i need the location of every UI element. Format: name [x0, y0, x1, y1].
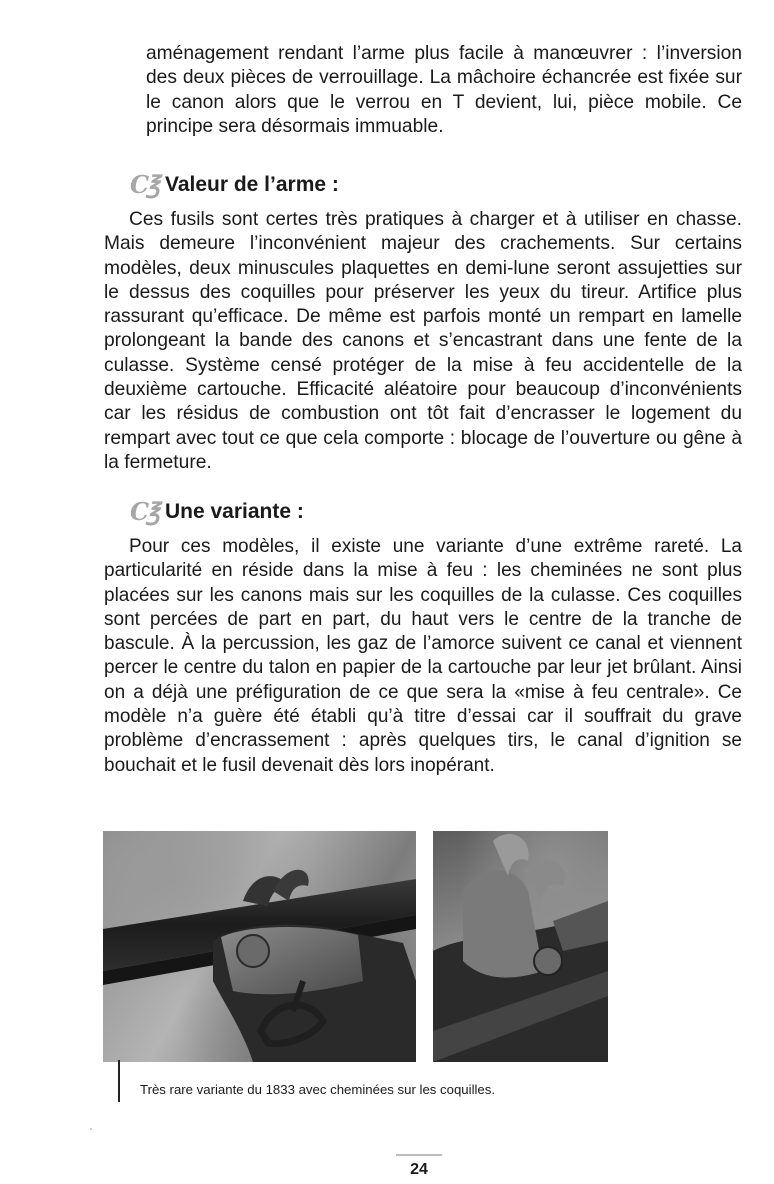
- shotgun-hammers-closeup-image: [433, 831, 608, 1062]
- shotgun-side-view-image: [103, 831, 416, 1062]
- section-heading-variante: [130, 499, 304, 525]
- variante-paragraph: Pour ces modèles, il existe une variante d’une extrême rareté. La particularité en réside dans la mise à feu : les cheminées ne sont plus placées sur les canons mais sur les coquilles de la culasse. Ces coquilles sont percées de part en part, du haut vers le centre de la tranche de bascule. À la percussion, les gaz de l’amorce suivent ce canal et viennent percer le centre du talon en papier de la cartouche par leur jet brûlant. Ainsi on a déjà une préfiguration de ce que sera la «mise à feu centrale». Ce modèle n’a guère été établi qu’à titre d’essai car il souffrait du grave problème d’encrassement : après quelques tirs, le canal d’ignition se bouchait et le fusil devenait dès lors inopérant.: [104, 536, 742, 776]
- page-number: 24: [410, 1161, 428, 1178]
- heading-ornament-icon: C℥: [130, 497, 157, 526]
- intro-paragraph: aménagement rendant l’arme plus facile à manœuvrer : l’inversion des deux pièces de verrouillage. La mâchoire échancrée est fixée sur le canon alors que le verrou en T devient, lui, pièce mobile. Ce principe sera désormais immuable.: [146, 43, 742, 137]
- footer-rule: [396, 1154, 442, 1156]
- figure-caption: Très rare variante du 1833 avec cheminées sur les coquilles.: [140, 1082, 496, 1097]
- scan-speck: [90, 1128, 92, 1130]
- heading-ornament-icon: C℥: [130, 170, 157, 199]
- section-title-variante: Une variante :: [164, 500, 304, 523]
- caption-rule: [118, 1060, 120, 1102]
- valeur-paragraph: Ces fusils sont certes très pratiques à charger et à utiliser en chasse. Mais demeure l’inconvénient majeur des crachements. Sur certains modèles, deux minuscules plaquettes en demi-lune seront assujetties sur le dessus des coquilles pour préserver les yeux du tireur. Artifice plus rassurant qu’efficace. De même est parfois monté un rempart en lamelle prolongeant la bande des canons et s’encastrant dans une fente de la culasse. Système censé protéger de la mise à feu accidentelle de la deuxième cartouche. Efficacité aléatoire pour beaucoup d’inconvénients car les résidus de combustion ont tôt fait d’encrasser le logement du rempart avec tout ce que cela comporte : blocage de l’ouverture ou gêne à la fermeture.: [104, 209, 742, 473]
- shotgun-lock-closeup-photo: [433, 831, 608, 1062]
- section-title-valeur: Valeur de l’arme :: [164, 173, 339, 196]
- section-heading-valeur: [130, 172, 339, 198]
- shotgun-breech-photo: [103, 831, 416, 1062]
